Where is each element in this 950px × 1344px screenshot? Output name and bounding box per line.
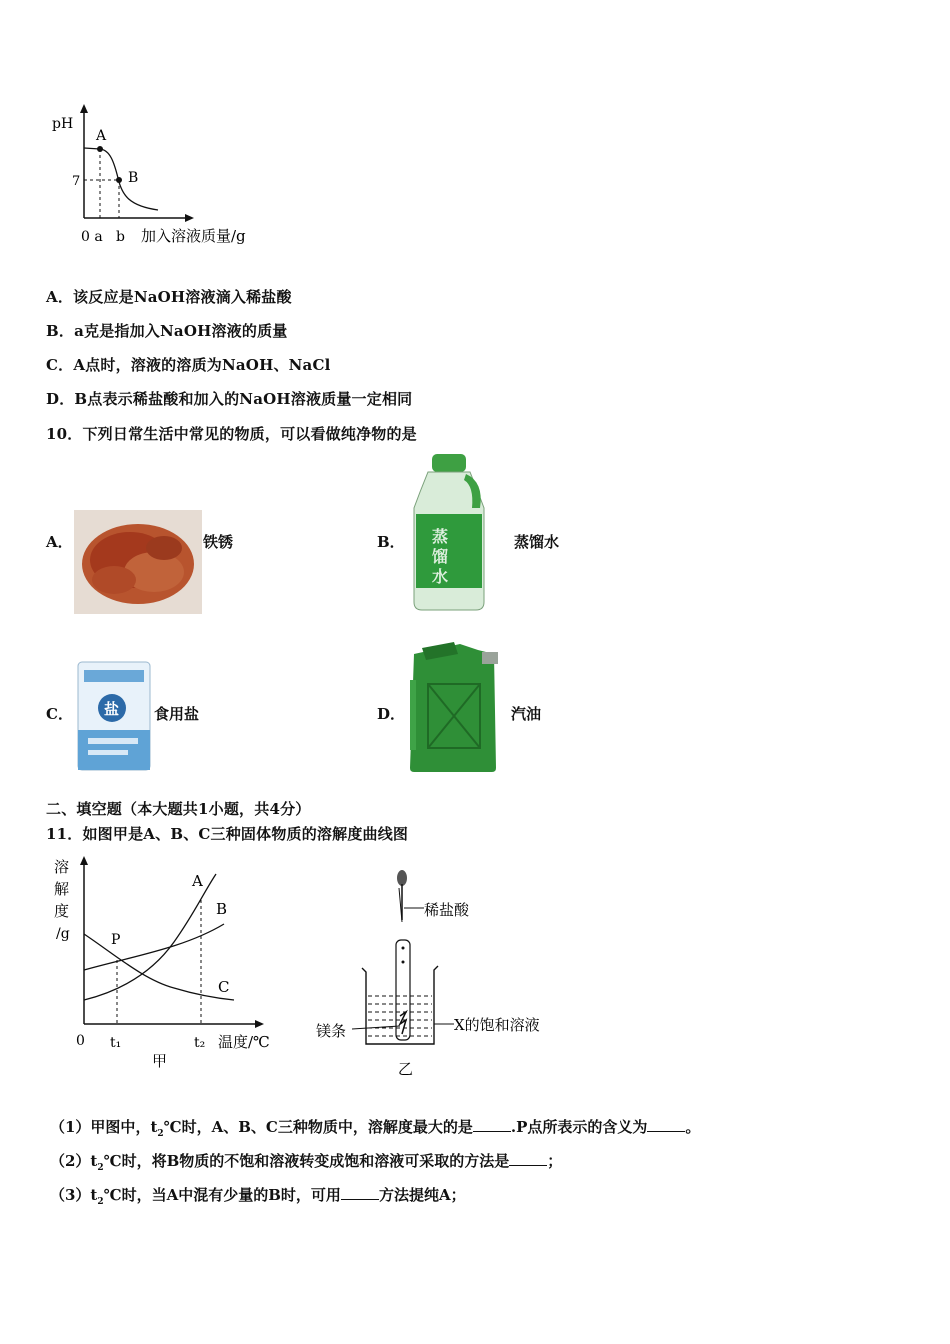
- answer-blank-4[interactable]: [341, 1187, 379, 1200]
- q9-option-d: D．B点表示稀盐酸和加入的NaOH溶液质量一定相同: [46, 390, 413, 408]
- jia-curve-b: [84, 924, 224, 970]
- ph-ylabel: pH: [52, 116, 74, 132]
- yi-caption: 乙: [398, 1060, 414, 1078]
- ph-point-b: [116, 177, 122, 183]
- q10-option-c-name: 食用盐: [154, 705, 200, 723]
- jia-curve-c: [84, 934, 234, 1000]
- ph-ytick: 7: [72, 174, 81, 189]
- q10-option-b-name: 蒸馏水: [514, 533, 560, 551]
- q9-option-a: A．该反应是NaOH溶液滴入稀盐酸: [46, 288, 292, 306]
- answer-blank-3[interactable]: [509, 1153, 547, 1166]
- jia-t2: t₂: [194, 1035, 206, 1051]
- svg-text:水: 水: [432, 567, 449, 586]
- label-mg: 镁条: [316, 1022, 347, 1040]
- q11-sub3: $(3)t_2℃$时，当A中混有少量的B时，可用 方法提纯A；: [50, 1186, 466, 1207]
- magnesium-strip: [400, 1012, 406, 1034]
- solubility-graph-jia: [44, 852, 284, 1078]
- jia-curve-a: [84, 874, 216, 1000]
- ph-label-a: A: [96, 128, 107, 144]
- bag-text: 盐: [104, 700, 120, 718]
- q9-option-b: B．a克是指加入NaOH溶液的质量: [46, 322, 288, 340]
- jia-xlabel: 温度/℃: [218, 1033, 270, 1051]
- jia-ylabel-2: 解: [54, 880, 70, 898]
- jia-label-p: P: [111, 932, 121, 948]
- label-acid: 稀盐酸: [424, 901, 470, 919]
- bottle-text: 蒸: [432, 527, 449, 546]
- answer-blank-2[interactable]: [647, 1119, 685, 1132]
- apparatus-yi: [312, 866, 562, 1082]
- ph-xticks: 0 a b: [81, 229, 126, 245]
- ph-label-b: B: [128, 170, 139, 186]
- section2-heading: 二、填空题（本大题共1小题，共4分）: [46, 800, 311, 818]
- jia-ylabel-3: 度: [54, 902, 70, 920]
- jia-origin: 0: [76, 1033, 85, 1049]
- q10-option-d-letter: D．: [377, 705, 406, 723]
- jia-caption: 甲: [152, 1052, 168, 1070]
- beaker: [362, 966, 438, 1044]
- distilled-water-bottle-photo: [408, 452, 490, 612]
- ph-y-arrow: [80, 104, 88, 113]
- q10-option-d-name: 汽油: [511, 705, 542, 723]
- q10-option-a-letter: A．: [46, 533, 73, 551]
- jia-y-arrow: [80, 856, 88, 865]
- q10-stem: 10．下列日常生活中常见的物质，可以看做纯净物的是: [46, 425, 417, 443]
- rust-photo: [74, 510, 202, 614]
- q10-option-b-letter: B．: [377, 533, 405, 551]
- test-tube: [396, 940, 410, 1040]
- q10-option-c-letter: C．: [46, 705, 73, 723]
- ph-point-a: [97, 146, 103, 152]
- jia-x-arrow: [255, 1020, 264, 1028]
- q10-option-a-name: 铁锈: [203, 533, 234, 551]
- q11-stem: 11．如图甲是A、B、C三种固体物质的溶解度曲线图: [46, 825, 409, 843]
- salt-bag-photo: [76, 660, 152, 772]
- label-solution: X的饱和溶液: [454, 1016, 540, 1034]
- ph-graph: [48, 100, 268, 250]
- q11-sub1: （1）甲图中，$t_2℃$时，A、B、C三种物质中，溶解度最大的是 .P点所表示的含义为 。: [50, 1118, 701, 1139]
- dropper-bulb: [397, 870, 407, 886]
- jia-label-c: C: [218, 978, 230, 996]
- jia-label-a: A: [192, 872, 203, 890]
- q9-option-c: C．A点时，溶液的溶质为NaOH、NaCl: [46, 356, 331, 374]
- jia-ylabel-1: 溶: [54, 858, 70, 876]
- answer-blank-1[interactable]: [473, 1119, 511, 1132]
- ph-x-arrow: [185, 214, 194, 222]
- jia-label-b: B: [216, 900, 228, 918]
- svg-text:馏: 馏: [432, 547, 449, 566]
- q11-sub2: $(2)t_2℃$时，将B物质的不饱和溶液转变成饱和溶液可采取的方法是 ；: [50, 1152, 563, 1173]
- ph-xlabel: 加入溶液质量/g: [141, 227, 246, 245]
- jia-t1: t₁: [110, 1035, 122, 1051]
- gasoline-can-photo: [404, 640, 504, 774]
- jia-ylabel-4: /g: [56, 926, 70, 942]
